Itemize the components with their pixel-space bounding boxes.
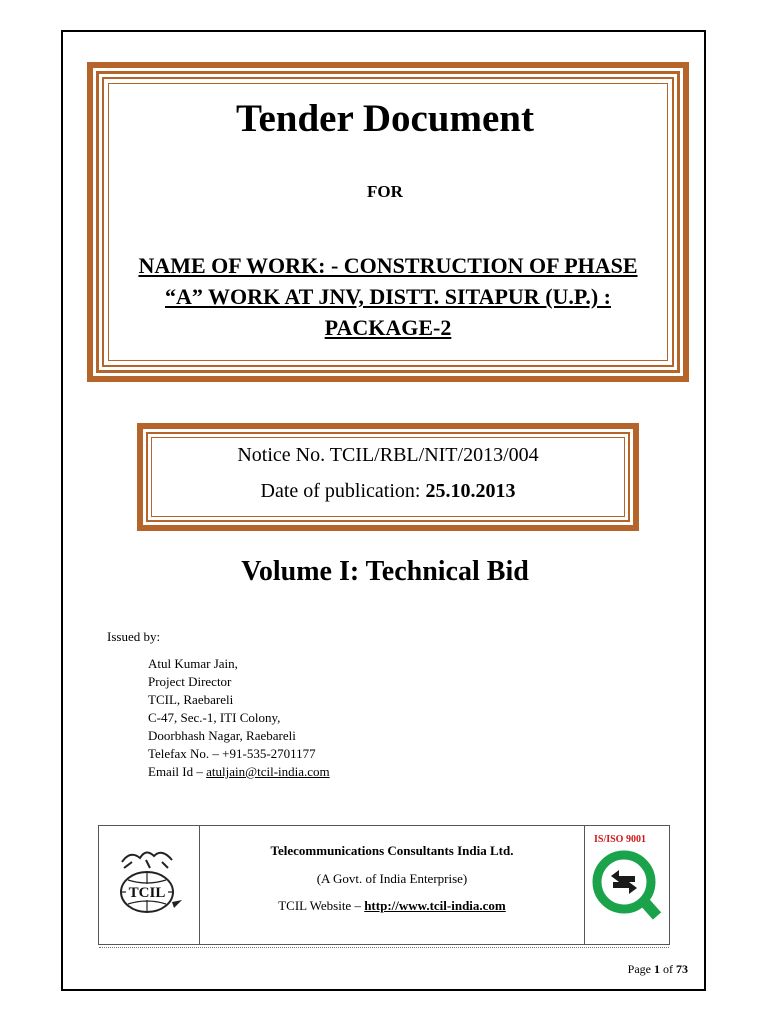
website-label: TCIL Website – [278,898,361,913]
tcil-logo-text: TCIL [128,885,166,901]
issuer-address [148,655,330,781]
work-name-line: “A” WORK AT JNV, DISTT. SITAPUR (U.P.) : [165,284,611,309]
publication-label: Date of publication: [260,480,421,502]
notice-frame [137,423,639,531]
iso-certification-logo [591,850,661,920]
iso-label: IS/ISO 9001 [594,834,646,845]
publication-date-value: 25.10.2013 [425,480,516,502]
company-subtitle: (A Govt. of India Enterprise) [316,871,468,886]
tcil-logo [110,840,185,920]
issued-by-label: Issued by: [107,629,161,644]
issuer-line: Atul Kumar Jain, [148,656,238,671]
work-name-line: NAME OF WORK: - CONSTRUCTION OF PHASE [138,253,638,278]
page-label: Page [627,962,651,976]
issuer-line: Project Director [148,674,232,689]
page-current: 1 [654,962,660,976]
work-name [110,250,666,343]
company-name: Telecommunications Consultants India Ltd. [270,843,514,858]
issuer-line: Doorbhash Nagar, Raebareli [148,728,296,743]
issuer-line: Telefax No. – +91-535-2701177 [148,746,316,761]
email-label: Email Id – [148,764,203,779]
for-label: FOR [367,182,403,201]
volume-title: Volume I: Technical Bid [241,556,529,587]
page-total: 73 [676,962,688,976]
document-title: Tender Document [236,97,534,140]
website-link[interactable]: http://www.tcil-india.com [364,898,506,913]
work-name-line: PACKAGE-2 [324,315,452,340]
company-website [200,898,584,914]
publication-date [137,480,639,503]
issuer-line: TCIL, Raebareli [148,692,234,707]
page-number [628,962,688,977]
email-link[interactable]: atuljain@tcil-india.com [206,764,330,779]
page-of: of [663,962,673,976]
issuer-email-line [148,763,330,781]
notice-number: Notice No. TCIL/RBL/NIT/2013/004 [237,444,539,466]
issuer-line: C-47, Sec.-1, ITI Colony, [148,710,281,725]
